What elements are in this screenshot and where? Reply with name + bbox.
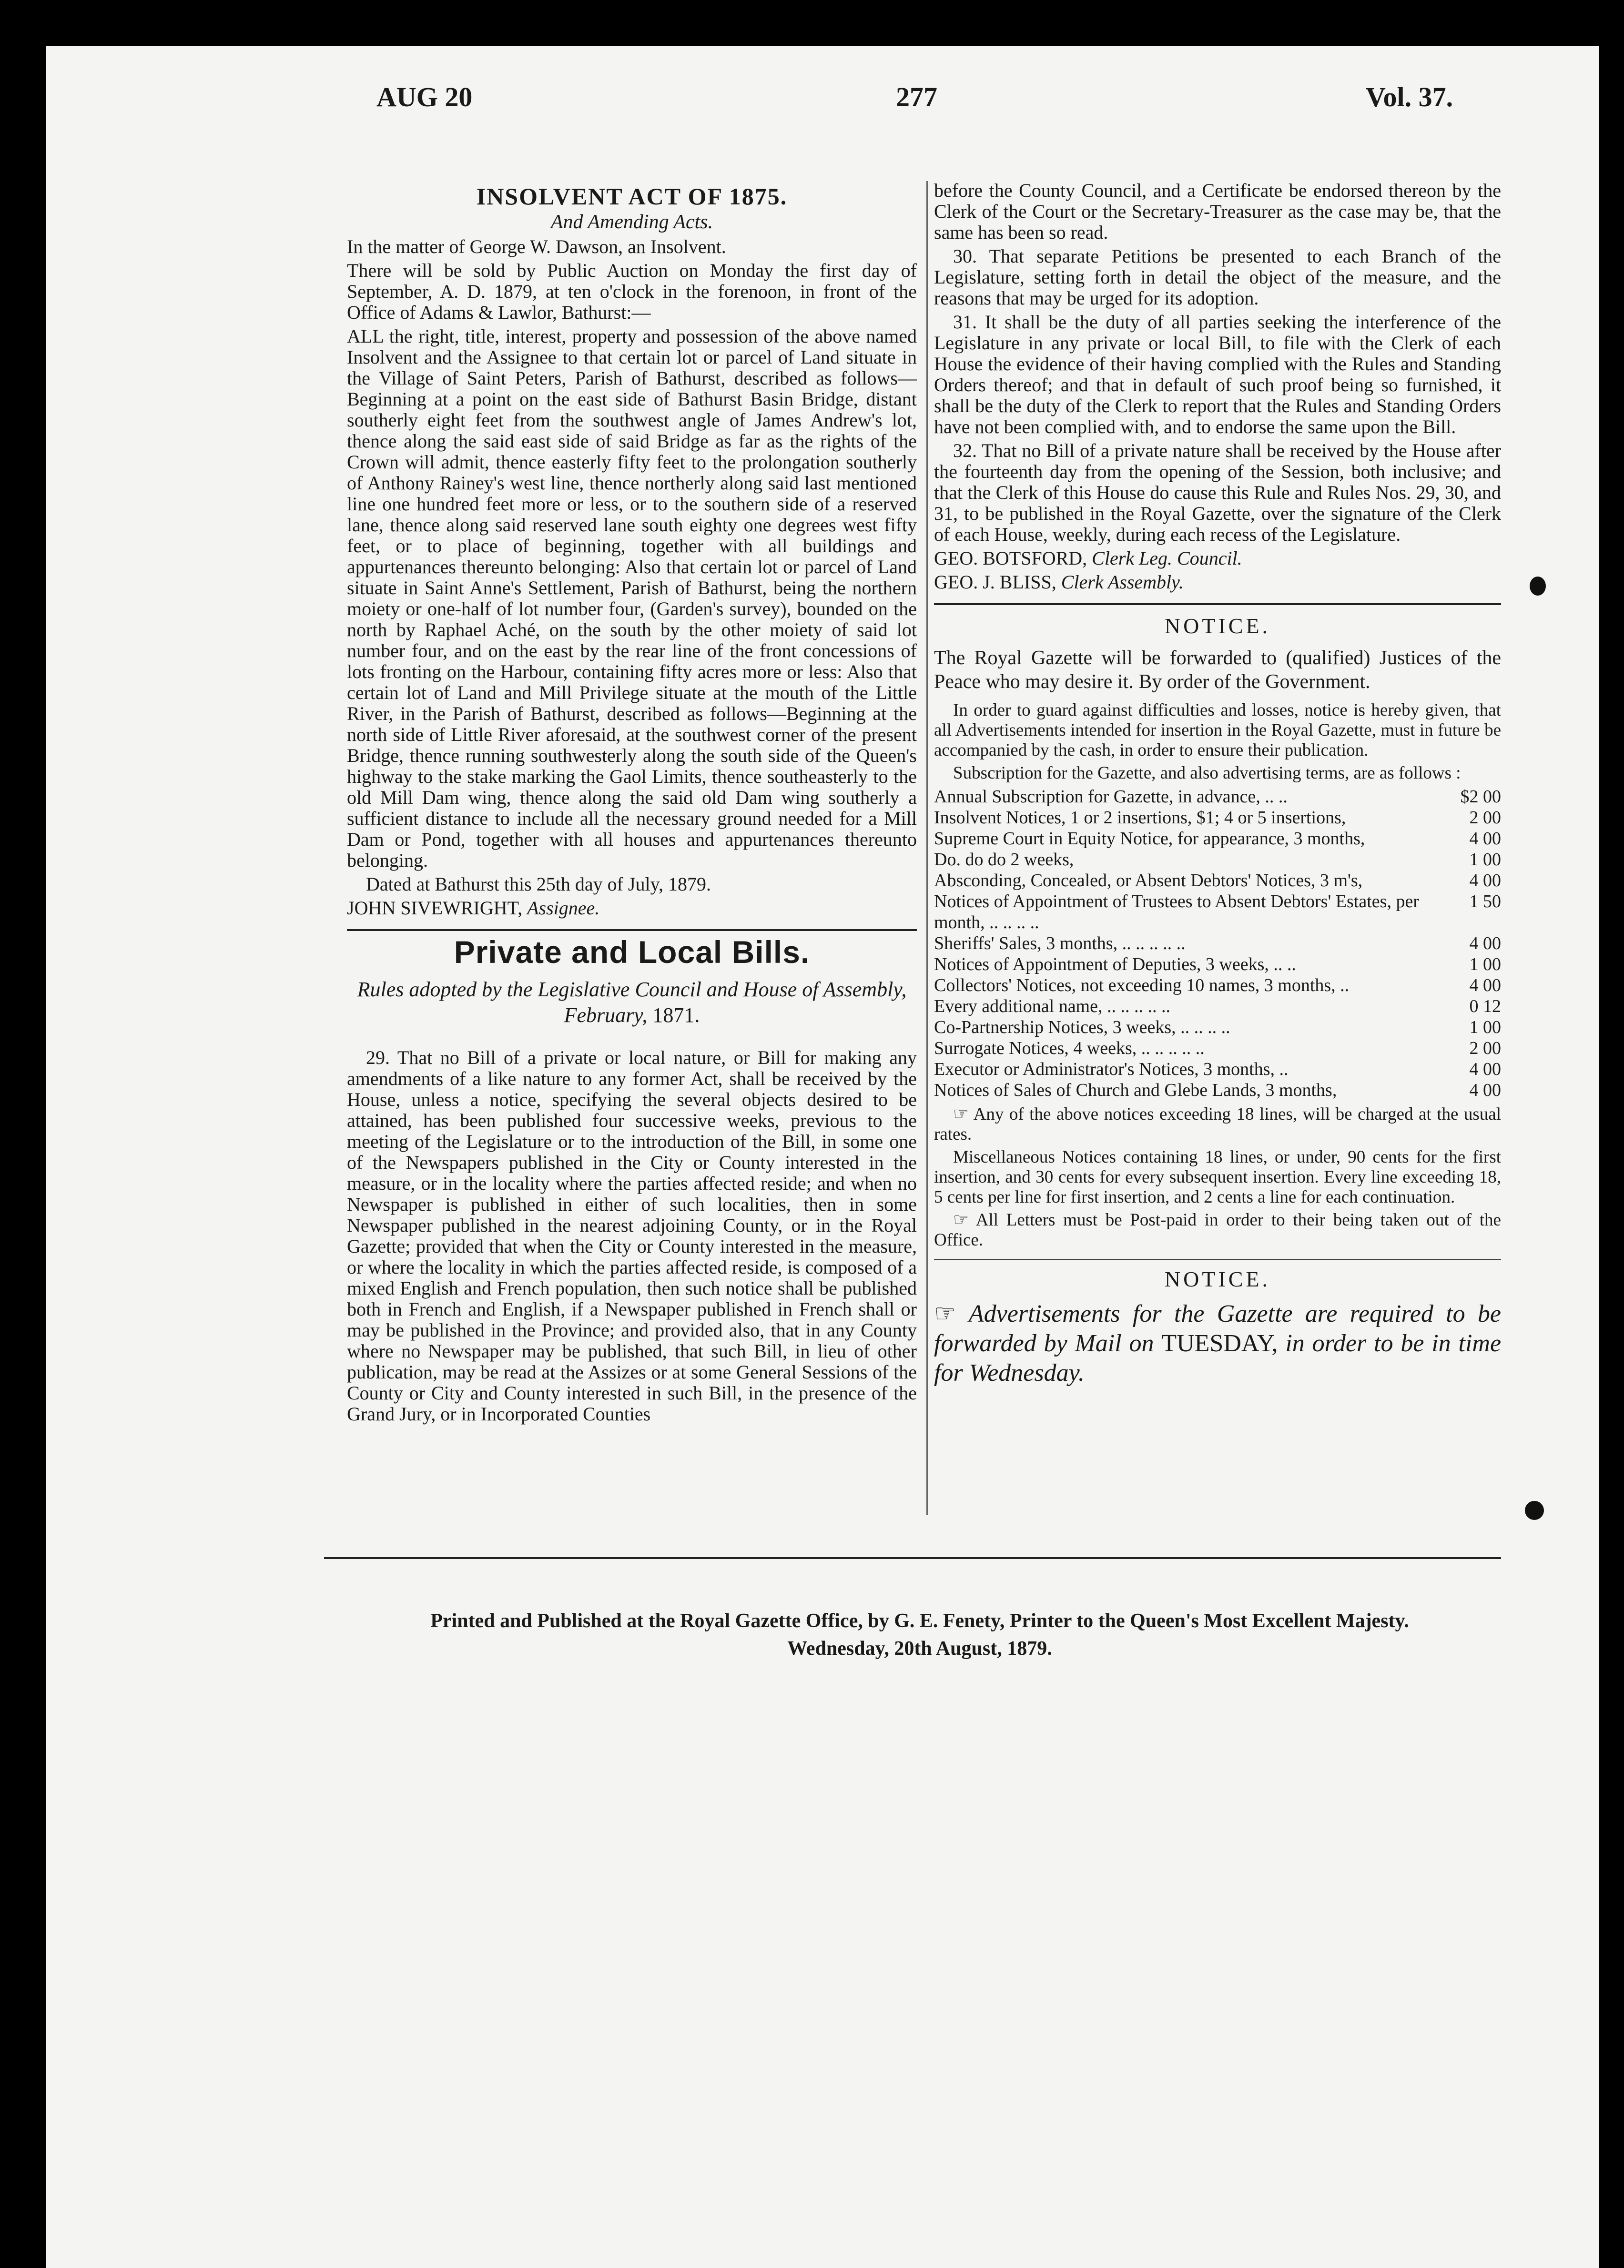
rate-amount: 4 00 [1469, 1080, 1501, 1100]
botsford-role: Clerk Leg. Council. [1092, 547, 1242, 569]
bliss-signature [934, 572, 1501, 593]
notice-title: NOTICE. [1164, 614, 1271, 638]
rule-29: 29. That no Bill of a private or local nature, or Bill for making any amendments of a like nature to any former Act, shall be received by the House, unless a notice, specifying the several objects desired to be attained, has been published four successive weeks, previous to the meeting of the Legislature or to the introduction of the Bill, in some one of the Newspapers published in the City or County interested in the measure, or in the locality where the parties affected reside; and when no Newspaper is published in either of such localities, then in some Newspaper published in the nearest adjoining County, or in the Royal Gazette; provided that when the City or County interested in the measure, or where the locality in which the parties affected reside, is composed of a mixed English and French population, then such notice shall be published both in French and English, if a Newspaper published in French shall or may be published in the Province; and provided also, that in any County where no Newspaper may be published, that such Bill, in lieu of other publication, may be read at the Assizes or at some General Sessions of the County or City and County interested in such Bill, in the presence of the Grand Jury, or in Incorporated Counties [347, 1047, 917, 1425]
rate-item: Co-Partnership Notices, 3 weeks, .. .. .. .. [934, 1017, 1230, 1037]
rate-amount: 1 00 [1469, 954, 1501, 974]
volume-number: Vol. 37. [1366, 81, 1453, 112]
rate-row [934, 891, 1501, 933]
publication-date: Wednesday, 20th August, 1879. [787, 1638, 1052, 1660]
rate-row [934, 1059, 1501, 1080]
rate-row [934, 807, 1501, 828]
rate-row [934, 996, 1501, 1017]
pointing-hand-icon: ☞ [953, 1104, 974, 1124]
letters-note [934, 1210, 1501, 1250]
letters-text: All Letters must be Post-paid in order to their being taken out of the Office. [934, 1210, 1501, 1250]
footer-rule [324, 1557, 1501, 1559]
rate-amount: 1 00 [1469, 1017, 1501, 1037]
second-notice-title: NOTICE. [1164, 1267, 1271, 1291]
rate-row [934, 1038, 1501, 1059]
rate-item: Every additional name, .. .. .. .. .. [934, 996, 1170, 1016]
rate-amount: 4 00 [1469, 1059, 1501, 1079]
terms-intro: Subscription for the Gazette, and also advertising terms, are as follows : [953, 763, 1461, 783]
advert-day: TUESDAY, [1161, 1330, 1278, 1357]
rule-29-continued: before the County Council, and a Certificate be endorsed thereon by the Clerk of the Court or the Secretary-Treasurer as the case may be, that the same has been so read. [934, 180, 1501, 243]
rules-subtitle [347, 977, 917, 1028]
assignee-role: Assignee. [527, 897, 600, 919]
botsford-name: GEO. BOTSFORD, [934, 547, 1087, 569]
printer-imprint: Printed and Published at the Royal Gazette Office, by G. E. Fenety, Printer to the Queen's Most Excellent Majesty. [430, 1610, 1409, 1632]
rate-row [934, 933, 1501, 954]
rate-item: Insolvent Notices, 1 or 2 insertions, $1; 4 or 5 insertions, [934, 808, 1346, 828]
insolvent-act-subtitle: And Amending Acts. [550, 211, 713, 233]
auction-announcement: There will be sold by Public Auction on Monday the first day of September, A. D. 1879, at ten o'clock in the forenoon, in front of the Office of Adams & Lawlor, Bathurst:— [347, 260, 917, 323]
rule-30: 30. That separate Petitions be presented to each Branch of the Legislature, setting forth in detail the object of the measure, and the reasons that may be urged for its adoption. [934, 245, 1501, 309]
rate-row [934, 849, 1501, 870]
assignee-signature [347, 898, 917, 919]
rate-amount: 2 00 [1469, 808, 1501, 828]
rate-row [934, 975, 1501, 996]
excess-lines-text: Any of the above notices exceeding 18 lines, will be charged at the usual rates. [934, 1104, 1501, 1144]
pointing-hand-icon: ☞ [953, 1210, 976, 1230]
column-divider [926, 181, 928, 1515]
rate-item: Absconding, Concealed, or Absent Debtors' Notices, 3 m's, [934, 871, 1363, 891]
rate-row [934, 1017, 1501, 1038]
private-local-bills-title: Private and Local Bills. [454, 934, 810, 970]
rate-item: Sheriffs' Sales, 3 months, .. .. .. .. .. [934, 933, 1186, 953]
rate-row [934, 1080, 1501, 1101]
rate-row [934, 786, 1501, 807]
rules-intro: Rules adopted by the Legislative Council and House of Assembly, February, [357, 978, 907, 1027]
rate-amount: 1 00 [1469, 850, 1501, 870]
left-column [347, 183, 917, 1428]
rate-item: Collectors' Notices, not exceeding 10 names, 3 months, .. [934, 975, 1350, 995]
rate-amount: 4 00 [1469, 975, 1501, 995]
rate-amount: $2 00 [1460, 787, 1501, 807]
ink-blot [1525, 1501, 1544, 1520]
rate-item: Surrogate Notices, 4 weeks, .. .. .. .. .. [934, 1038, 1205, 1058]
rate-row [934, 954, 1501, 975]
pointing-hand-icon: ☞ [934, 1300, 969, 1327]
rate-amount: 4 00 [1469, 933, 1501, 953]
rate-amount: 2 00 [1469, 1038, 1501, 1058]
rate-amount: 4 00 [1469, 829, 1501, 849]
page-date: AUG 20 [376, 81, 473, 112]
miscellaneous-notices: Miscellaneous Notices containing 18 lines, or under, 90 cents for the first insertion, and 30 cents for every subsequent insertion. Every line exceeding 18, 5 cents per line for first insertion, and 2 cents a line for each continuation. [934, 1147, 1501, 1207]
assignee-name: JOHN SIVEWRIGHT, [347, 897, 523, 919]
excess-lines-note [934, 1104, 1501, 1144]
bliss-name: GEO. J. BLISS, [934, 571, 1056, 593]
rate-amount: 1 50 [1469, 891, 1501, 911]
rate-amount: 0 12 [1469, 996, 1501, 1016]
section-rule [347, 929, 917, 931]
rate-item: Notices of Appointment of Deputies, 3 weeks, .. .. [934, 954, 1296, 974]
section-rule [934, 603, 1501, 605]
rate-item: Do. do do 2 weeks, [934, 850, 1074, 870]
insolvent-matter: In the matter of George W. Dawson, an Insolvent. [347, 236, 726, 257]
rule-32: 32. That no Bill of a private nature shall be received by the House after the fourteenth day from the opening of the Session, both inclusive; and that the Clerk of this House do cause this Rule and Rules Nos. 29, 30, and 31, to be published in the Royal Gazette, over the signature of the Clerk of each House, weekly, during each recess of the Legislature. [934, 440, 1501, 545]
advertisement-deadline [934, 1299, 1501, 1388]
rule-31: 31. It shall be the duty of all parties seeking the interference of the Legislature in any private or local Bill, to file with the Clerk of each House the evidence of their having complied with the Rules and Standing Orders thereof; and that in default of such proof being so furnished, it shall be the duty of the Clerk to report that the Rules and Standing Orders have not been complied with, and to endorse the same upon the Bill. [934, 311, 1501, 437]
advert-text-b: in order to be in time for Wednesday. [934, 1330, 1502, 1387]
rules-year: 1871. [652, 1003, 700, 1027]
rate-item: Annual Subscription for Gazette, in advance, .. .. [934, 787, 1288, 807]
rates-table [934, 786, 1501, 1101]
gazette-distribution-notice: The Royal Gazette will be forwarded to (qualified) Justices of the Peace who may desire it. By order of the Government. [934, 647, 1501, 693]
insolvent-act-title: INSOLVENT ACT OF 1875. [476, 183, 788, 210]
botsford-signature [934, 548, 1501, 569]
bliss-role: Clerk Assembly. [1061, 571, 1184, 593]
right-column [934, 180, 1501, 1391]
ink-blot [1530, 577, 1546, 596]
property-description: ALL the right, title, interest, property and possession of the above named Insolvent and the Assignee to that certain lot or parcel of Land situate in the Village of Saint Peters, Parish of Bathurst, described as follows—Beginning at a point on the east side of Bathurst Basin Bridge, distant southerly eight feet from the southwest angle of James Andrew's lot, thence along the said east side of said Bridge as far as the rights of the Crown will admit, thence easterly fifty feet to the prolongation southerly of Anthony Rainey's west line, thence northerly along said last mentioned line one hundred feet more or less, or to the southern side of a reserved lane, thence along said reserved lane south eighty one degrees west fifty feet, or to place of beginning, together with all buildings and appurtenances thereunto belonging: Also that certain lot or parcel of Land situate in Saint Anne's Settlement, Parish of Bathurst, being the northern moiety or one-half of lot number four, (Garden's survey), bounded on the north by Raphael Aché, on the south by the other moiety of said lot number four, and on the east by the rear line of the front concessions of lots fronting on the Harbour, containing fifty acres more or less: Also that certain lot of Land and Mill Privilege situate at the mouth of the Little River, in the Parish of Bathurst, described as follows—Beginning at the north side of Little River aforesaid, at the southwest corner of the present Bridge, thence running southwesterly along the south side of the Queen's highway to the stake marking the Gaol Limits, thence southeasterly to the old Mill Dam wing, thence along the said old Dam wing southerly a sufficient distance to include all the necessary ground needed for a Mill Dam or Pond, together with all houses and appurtenances thereunto belonging. [347, 325, 917, 871]
cash-notice: In order to guard against difficulties and losses, notice is hereby given, that all Advertisements intended for insertion in the Royal Gazette, must in future be accompanied by the cash, in order to ensure their publication. [934, 700, 1501, 760]
rate-row [934, 828, 1501, 849]
section-rule [934, 1259, 1501, 1260]
page-number: 277 [896, 81, 937, 112]
rate-item: Notices of Appointment of Trustees to Absent Debtors' Estates, per month, .. .. .. .. [934, 891, 1419, 932]
rate-item: Executor or Administrator's Notices, 3 months, .. [934, 1059, 1289, 1079]
rate-row [934, 870, 1501, 891]
advert-text-a: Advertisements for the Gazette are required to be forwarded by Mail on [934, 1300, 1501, 1357]
rate-item: Notices of Sales of Church and Glebe Lands, 3 months, [934, 1080, 1337, 1100]
dated-line: Dated at Bathurst this 25th day of July, 1879. [366, 873, 711, 895]
rate-item: Supreme Court in Equity Notice, for appearance, 3 months, [934, 829, 1365, 849]
rate-amount: 4 00 [1469, 871, 1501, 891]
